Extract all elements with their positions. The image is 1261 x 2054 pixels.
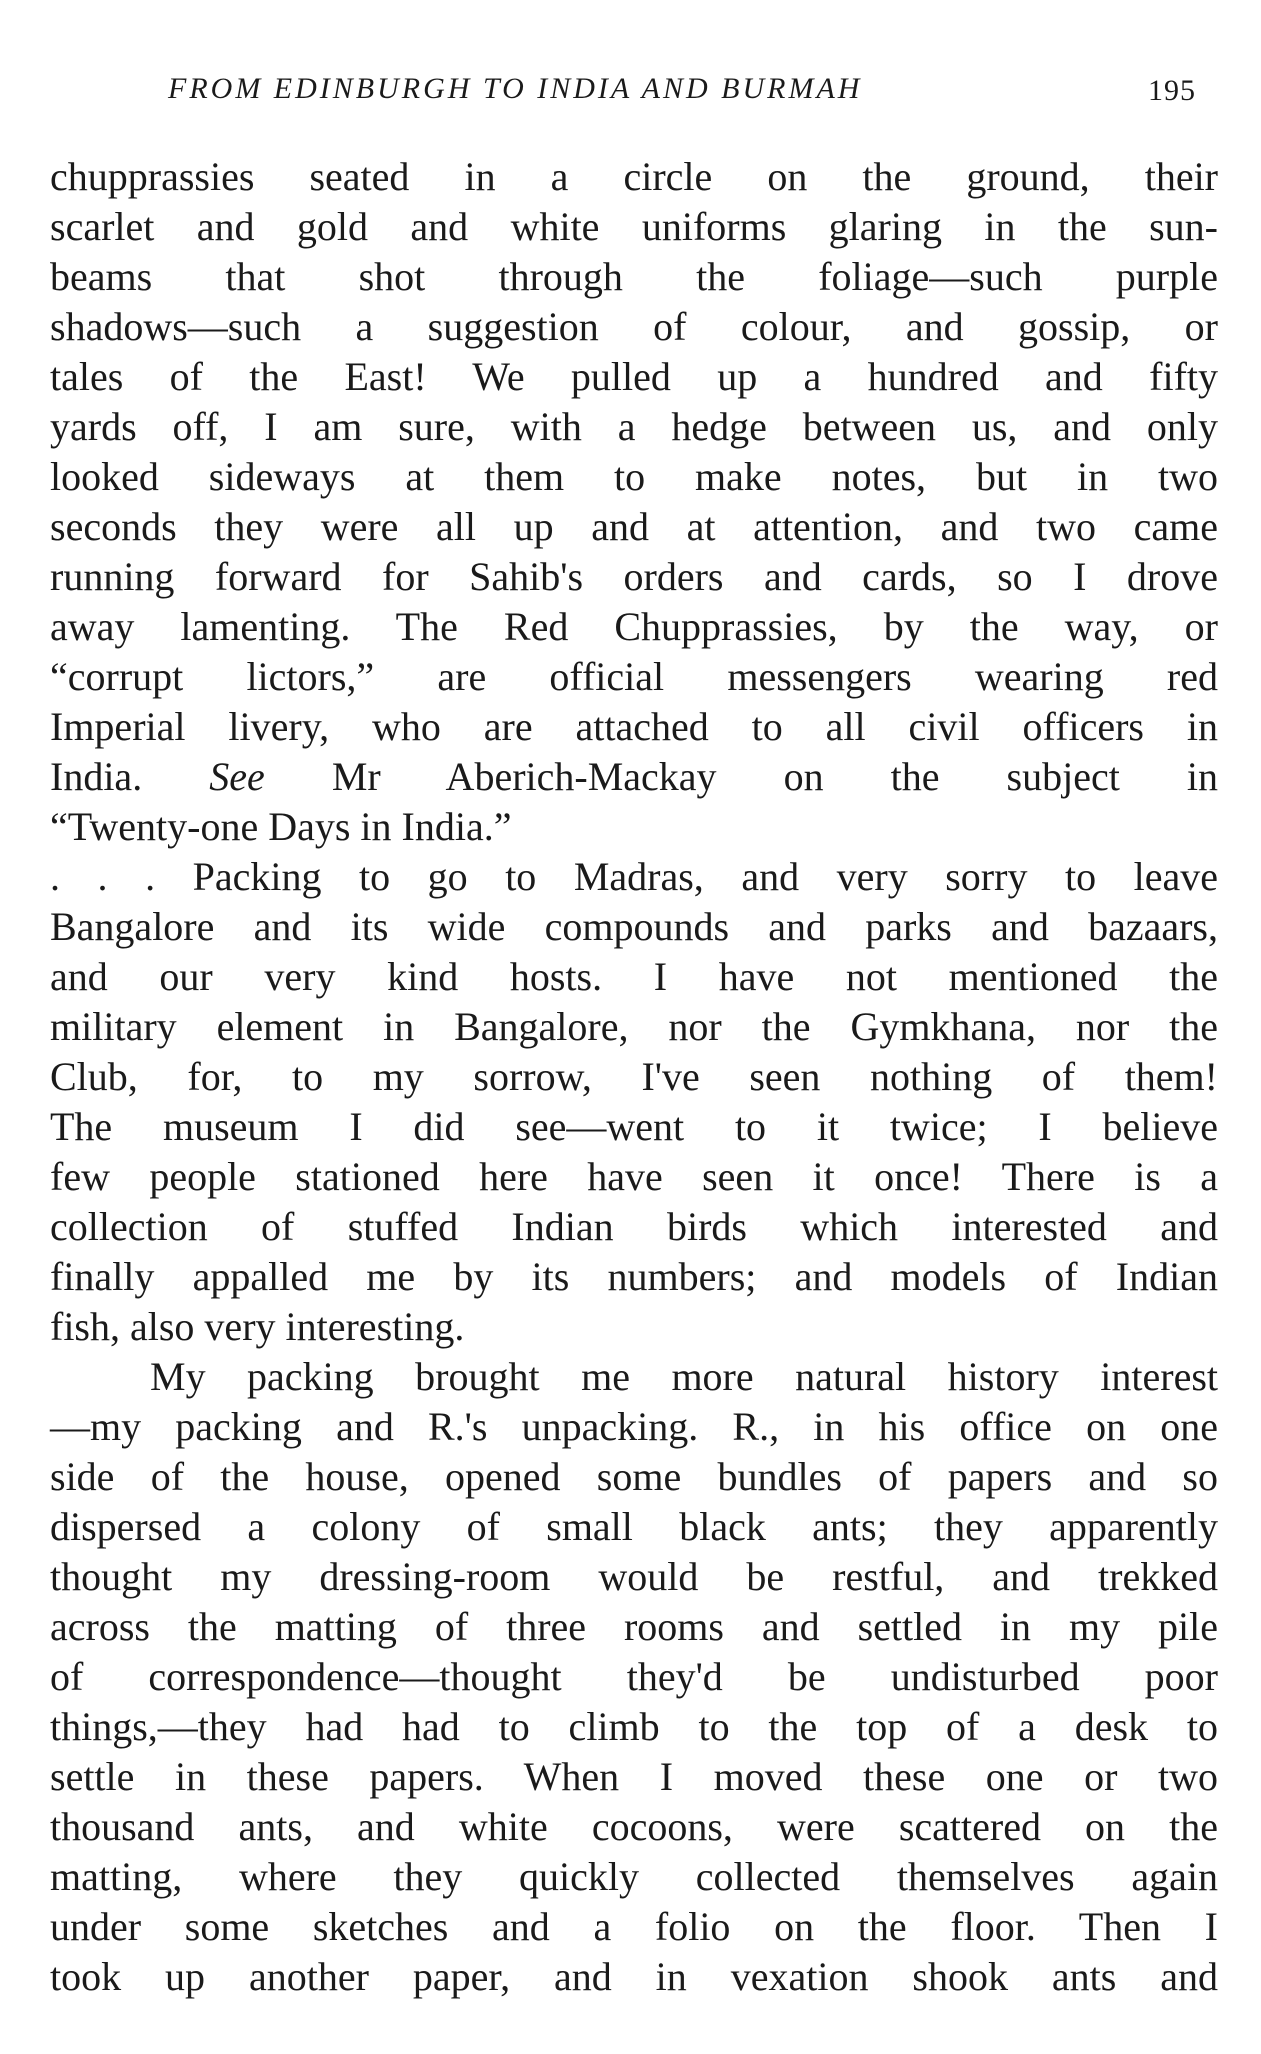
- text-line: “corrupt lictors,” are official messengers wearing red: [50, 654, 1218, 699]
- text-line: chupprassies seated in a circle on the ground, their: [50, 154, 1218, 199]
- text-line: across the matting of three rooms and settled in my pile: [50, 1604, 1218, 1649]
- text-line: thought my dressing-room would be restful, and trekked: [50, 1554, 1218, 1599]
- text-line: shadows—such a suggestion of colour, and gossip, or: [50, 304, 1218, 349]
- text-fragment: Mr Aberich-Mackay on the subject in: [331, 754, 1219, 799]
- text-line: away lamenting. The Red Chupprassies, by the way, or: [50, 604, 1218, 649]
- running-head-title: FROM EDINBURGH TO INDIA AND BURMAH: [168, 72, 863, 105]
- text-line: My packing brought me more natural history interest: [150, 1354, 1218, 1399]
- text-line: Imperial livery, who are attached to all civil officers in: [50, 704, 1218, 749]
- text-line: “Twenty-one Days in India.”: [50, 804, 512, 849]
- text-line: Club, for, to my sorrow, I've seen nothing of them!: [50, 1054, 1218, 1099]
- text-line: running forward for Sahib's orders and cards, so I drove: [50, 554, 1218, 599]
- text-line: finally appalled me by its numbers; and models of Indian: [50, 1254, 1218, 1299]
- text-line: took up another paper, and in vexation shook ants and: [50, 1954, 1218, 1999]
- text-line: settle in these papers. When I moved these one or two: [50, 1754, 1218, 1799]
- text-line: collection of stuffed Indian birds which interested and: [50, 1204, 1218, 1249]
- text-fragment: India.: [50, 754, 143, 799]
- page-header: [0, 72, 1261, 120]
- text-line: The museum I did see—went to it twice; I believe: [50, 1104, 1218, 1149]
- text-line: scarlet and gold and white uniforms glaring in the sun-: [50, 204, 1218, 249]
- text-line: things,—they had had to climb to the top of a desk to: [50, 1704, 1218, 1749]
- italic-fragment: See: [209, 754, 265, 799]
- text-line: Bangalore and its wide compounds and parks and bazaars,: [50, 904, 1218, 949]
- page-number: 195: [1148, 74, 1196, 107]
- text-line: and our very kind hosts. I have not mentioned the: [50, 954, 1218, 999]
- text-line: seconds they were all up and at attention, and two came: [50, 504, 1218, 549]
- text-line: of correspondence—thought they'd be undisturbed poor: [50, 1654, 1218, 1699]
- text-line: thousand ants, and white cocoons, were scattered on the: [50, 1804, 1218, 1849]
- text-line: beams that shot through the foliage—such purple: [50, 254, 1218, 299]
- text-line: under some sketches and a folio on the floor. Then I: [50, 1904, 1218, 1949]
- text-line: few people stationed here have seen it once! There is a: [50, 1154, 1218, 1199]
- text-line-mixed: [50, 752, 1218, 802]
- text-line: —my packing and R.'s unpacking. R., in his office on one: [50, 1404, 1218, 1449]
- text-line: tales of the East! We pulled up a hundred and fifty: [50, 354, 1218, 399]
- text-line: . . . Packing to go to Madras, and very sorry to leave: [50, 854, 1218, 899]
- text-line: matting, where they quickly collected themselves again: [50, 1854, 1218, 1899]
- text-line: side of the house, opened some bundles of papers and so: [50, 1454, 1218, 1499]
- text-line: military element in Bangalore, nor the Gymkhana, nor the: [50, 1004, 1218, 1049]
- text-line: yards off, I am sure, with a hedge between us, and only: [50, 404, 1218, 449]
- text-line: dispersed a colony of small black ants; they apparently: [50, 1504, 1218, 1549]
- text-line: fish, also very interesting.: [50, 1304, 465, 1349]
- body-text: [50, 152, 1218, 2002]
- text-line: looked sideways at them to make notes, but in two: [50, 454, 1218, 499]
